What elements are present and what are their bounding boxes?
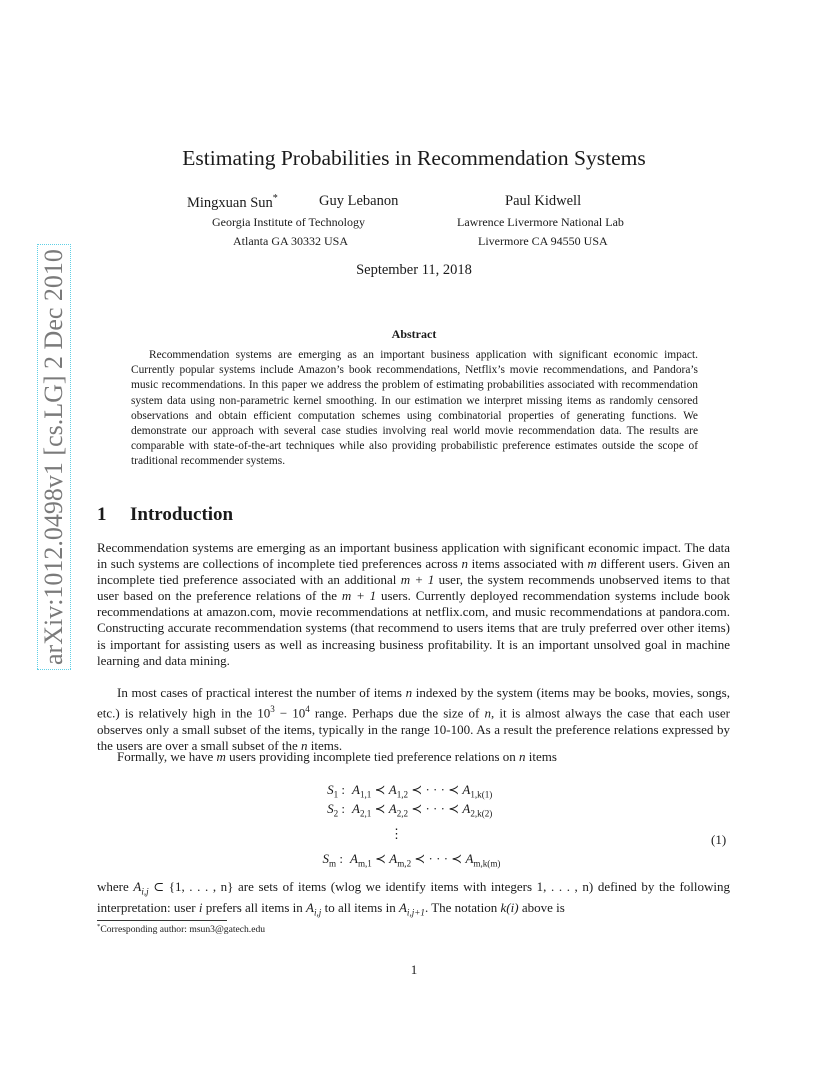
author-address: Atlanta GA 30332 USA [233, 234, 348, 248]
section-heading [97, 504, 233, 526]
author-affiliation: Georgia Institute of Technology [212, 215, 366, 229]
author-name: Mingxuan Sun* [187, 193, 278, 211]
author-name: Paul Kidwell [505, 193, 582, 209]
body-paragraph: where $A_{i,j}$ ⊂ {1, . . . , n} are sets of items (wlog we identify items with integers 1, . . . , n) defined by the following interpretation: user i prefers all items in $A_{i,j}$ to all items in $A_{i,j+1}$. The notation k(i) above is [97, 879, 731, 918]
paper-title: Estimating Probabilities in Recommendation Systems [182, 146, 646, 170]
author-affiliation: Lawrence Livermore National Lab [457, 215, 624, 229]
section-title: Introduction [130, 504, 234, 525]
body-paragraph: In most cases of practical interest the number of items n indexed by the system (items may be books, movies, songs, etc.) is relatively high in the $10^3 - 10^4$ range. Perhaps due the size of n, it is almost always the case that each user observes only a small subset of the items, typically in the range 10-100. As a result the preference relations expressed by the users are over a small subset of the n items. [97, 685, 730, 753]
abstract-heading: Abstract [391, 327, 437, 341]
arxiv-id-label: arXiv:1012.0498v1 [cs.LG] 2 Dec 2010 [37, 244, 71, 670]
paper-date: September 11, 2018 [356, 262, 472, 278]
page-number: 1 [410, 962, 418, 977]
footnote: *Corresponding author: msun3@gatech.edu [97, 923, 266, 936]
author-name: Guy Lebanon [319, 193, 399, 209]
body-paragraph: Formally, we have m users providing incomplete tied preference relations on n items [117, 749, 557, 764]
equation-vdots: ⋮ [390, 826, 403, 841]
abstract-body: Recommendation systems are emerging as an important business application with significant economic impact. Currently popular systems include Amazon’s book recommendations, Netflix’s movie recommendations, and Pandora’s music recommendations. In this paper we address the problem of estimating probabilities associated with recommendation system data using non-parametric kernel smoothing. In our estimation we interpret missing items as randomly censored observations and obtain efficient computation schemes using combinatorial properties of generating functions. We demonstrate our approach with several case studies involving real world movie recommendation data. The results are comparable with state-of-the-art techniques while also providing probabilistic preference estimates outside the scope of traditional recommender systems. [131, 349, 698, 468]
section-number: 1 [97, 504, 107, 525]
body-paragraph: Recommendation systems are emerging as an important business application with significant economic impact. The data in such systems are collections of incomplete tied preferences across n items associated with m different users. Given an incomplete tied preference associated with an additional m + 1 user, the system recommends unobserved items to that user based on the preference relations of the m + 1 users. Currently deployed recommendation systems include book recommendations at amazon.com, movie recommendations at netflix.com, and music recommendations at pandora.com. Constructing accurate recommendation systems (that recommend to users items that are truly preferred over other items) is important for assisting users as well as increasing business profitability. It is an important unsolved goal in machine learning and data mining. [97, 540, 730, 668]
equation-number: (1) [711, 832, 727, 847]
author-address: Livermore CA 94550 USA [478, 234, 608, 248]
footnote-rule [97, 920, 227, 921]
